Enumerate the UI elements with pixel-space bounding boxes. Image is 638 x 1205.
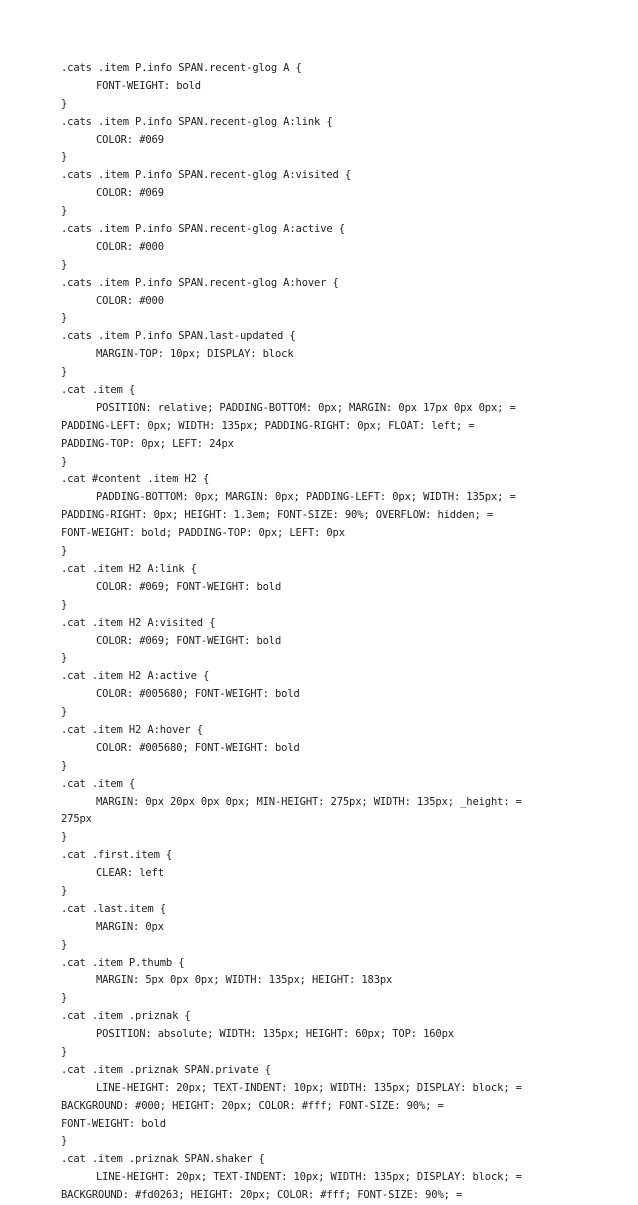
code-line: } (61, 652, 68, 665)
code-line: FONT-WEIGHT: bold (96, 79, 201, 92)
code-line: } (61, 598, 68, 611)
code-line: } (61, 1045, 68, 1058)
code-line: BACKGROUND: #000; HEIGHT: 20px; COLOR: #fff; FONT-SIZE: 90%; = (61, 1099, 444, 1112)
code-line: FONT-WEIGHT: bold; PADDING-TOP: 0px; LEFT: 0px (61, 527, 345, 540)
code-line: } (61, 884, 68, 897)
code-line: } (61, 759, 68, 772)
code-line: } (61, 831, 68, 844)
code-line: } (61, 258, 68, 271)
code-line: MARGIN: 0px 20px 0px 0px; MIN-HEIGHT: 275px; WIDTH: 135px; _height: = (96, 795, 522, 808)
code-line: POSITION: absolute; WIDTH: 135px; HEIGHT: 60px; TOP: 160px (96, 1028, 454, 1041)
code-line: .cat #content .item H2 { (61, 473, 210, 486)
code-line: } (61, 992, 68, 1005)
code-line: } (61, 151, 68, 164)
code-line: .cat .item { (61, 384, 136, 397)
code-line: COLOR: #069 (96, 133, 164, 146)
code-line: POSITION: relative; PADDING-BOTTOM: 0px; MARGIN: 0px 17px 0px 0px; = (96, 401, 516, 414)
code-line: .cat .item H2 A:visited { (61, 616, 216, 629)
code-line: COLOR: #069 (96, 187, 164, 200)
code-line: COLOR: #069; FONT-WEIGHT: bold (96, 634, 282, 647)
code-line: COLOR: #005680; FONT-WEIGHT: bold (96, 688, 300, 701)
code-line: MARGIN: 0px (96, 920, 164, 933)
code-line: .cat .item .priznak { (61, 1010, 191, 1023)
code-line: } (61, 366, 68, 379)
code-line: } (61, 706, 68, 719)
code-line: .cats .item P.info SPAN.recent-glog A:hover { (61, 276, 339, 289)
code-line: } (61, 938, 68, 951)
code-line: .cat .item H2 A:link { (61, 562, 197, 575)
code-line: } (61, 455, 68, 468)
code-line: } (61, 312, 68, 325)
code-line: PADDING-TOP: 0px; LEFT: 24px (61, 437, 234, 450)
css-code-block (61, 60, 561, 1205)
code-line: .cats .item P.info SPAN.recent-glog A:visited { (61, 169, 352, 182)
code-line: PADDING-RIGHT: 0px; HEIGHT: 1.3em; FONT-SIZE: 90%; OVERFLOW: hidden; = (61, 509, 494, 522)
code-line: .cats .item P.info SPAN.recent-glog A:link { (61, 115, 333, 128)
code-line: .cat .item .priznak SPAN.private { (61, 1063, 271, 1076)
code-line: COLOR: #005680; FONT-WEIGHT: bold (96, 741, 300, 754)
code-line: COLOR: #000 (96, 294, 164, 307)
code-line: .cats .item P.info SPAN.recent-glog A { (61, 62, 302, 74)
code-line: MARGIN: 5px 0px 0px; WIDTH: 135px; HEIGHT: 183px (96, 974, 393, 987)
code-line: .cat .item .priznak SPAN.shaker { (61, 1153, 265, 1166)
code-line: } (61, 205, 68, 218)
code-line: } (61, 97, 68, 110)
code-line: FONT-WEIGHT: bold (61, 1117, 166, 1130)
code-line: .cats .item P.info SPAN.recent-glog A:active { (61, 223, 345, 236)
code-line: .cats .item P.info SPAN.last-updated { (61, 330, 296, 343)
code-line: 275px (61, 813, 92, 826)
code-line: CLEAR: left (96, 867, 164, 880)
code-line: COLOR: #069; FONT-WEIGHT: bold (96, 580, 282, 593)
code-line: LINE-HEIGHT: 20px; TEXT-INDENT: 10px; WIDTH: 135px; DISPLAY: block; = (96, 1171, 522, 1184)
code-line: .cat .first.item { (61, 849, 173, 862)
code-line: .cat .item H2 A:active { (61, 670, 210, 683)
code-line: LINE-HEIGHT: 20px; TEXT-INDENT: 10px; WIDTH: 135px; DISPLAY: block; = (96, 1081, 522, 1094)
code-line: .cat .item P.thumb { (61, 956, 185, 969)
code-line: .cat .item H2 A:hover { (61, 723, 203, 736)
code-line: PADDING-LEFT: 0px; WIDTH: 135px; PADDING-RIGHT: 0px; FLOAT: left; = (61, 419, 475, 432)
code-line: } (61, 1135, 68, 1148)
code-line: PADDING-BOTTOM: 0px; MARGIN: 0px; PADDING-LEFT: 0px; WIDTH: 135px; = (96, 491, 516, 504)
code-line: } (61, 545, 68, 558)
code-line: MARGIN-TOP: 10px; DISPLAY: block (96, 348, 294, 361)
code-line: .cat .item { (61, 777, 136, 790)
code-line: COLOR: #000 (96, 240, 164, 253)
code-line: BACKGROUND: #fd0263; HEIGHT: 20px; COLOR: #fff; FONT-SIZE: 90%; = (61, 1189, 463, 1202)
code-line: .cat .last.item { (61, 902, 166, 915)
